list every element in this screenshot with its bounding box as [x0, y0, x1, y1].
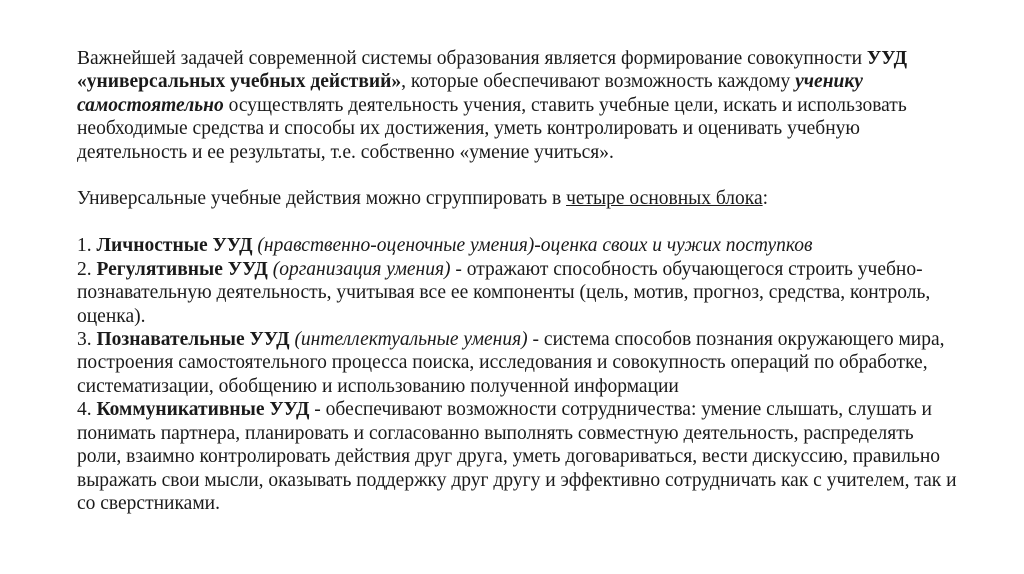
- item-title: Регулятивные УУД: [96, 258, 268, 280]
- item-italic: (организация умения): [267, 258, 451, 280]
- item-rest: - отражают способность обучающегося строить учебно-познавательную деятельность, учитывая все ее компоненты (цель, мотив, прогноз, средства, контроль, оценка).: [77, 258, 931, 327]
- item-title: Личностные УУД: [96, 235, 253, 257]
- groups-paragraph: [77, 187, 957, 210]
- list-item-personal: [77, 234, 957, 257]
- item-rest: - обеспечивают возможности сотрудничества: умение слышать, слушать и понимать партнера, планировать и согласованно выполнять совместную деятельность, распределять роли, взаимно контролировать действия друг друга, уметь договариваться, вести дискуссию, правильно выражать свои мысли, оказывать поддержку друг другу и эффективно сотрудничать как с учителем, так и со сверстниками.: [77, 399, 957, 514]
- item-number: 1.: [77, 235, 97, 257]
- item-rest: - система способов познания окружающего мира, построения самостоятельного процесса поиска, исследования и совокупность операций по обработке, систематизации, обобщению и использованию полученной информации: [77, 329, 945, 397]
- item-italic: (интеллектуальные умения): [289, 329, 528, 351]
- intro-bold-uud: УУД «универсальных учебных действий»: [77, 48, 907, 93]
- item-title: Познавательные УУД: [96, 329, 290, 351]
- item-number: 2.: [77, 258, 97, 280]
- groups-text-1: Универсальные учебные действия можно сгруппировать в: [77, 188, 567, 210]
- list-item-cognitive: [77, 328, 957, 398]
- list-item-communicative: [77, 398, 957, 515]
- groups-underlined: четыре основных блока: [566, 188, 763, 210]
- intro-paragraph: [77, 47, 957, 164]
- list-item-regulatory: [77, 258, 957, 328]
- slide-content: [77, 47, 957, 515]
- item-number: 3.: [77, 329, 97, 351]
- groups-text-2: :: [762, 188, 769, 210]
- item-number: 4.: [77, 399, 97, 421]
- item-italic: (нравственно-оценочные умения)-оценка своих и чужих поступков: [252, 235, 813, 257]
- item-title: Коммуникативные УУД: [96, 399, 310, 421]
- intro-text-1: Важнейшей задачей современной системы образования является формирование совокупности: [77, 48, 867, 69]
- intro-text-3: осуществлять деятельность учения, ставить учебные цели, искать и использовать необходимые средства и способы их достижения, уметь контролировать и оценивать учебную деятельность и ее результаты, т.е. собственно «умение учиться».: [77, 94, 907, 163]
- intro-bold-italic: ученику самостоятельно: [77, 71, 863, 116]
- intro-text-2: , которые обеспечивают возможность каждому: [401, 71, 796, 93]
